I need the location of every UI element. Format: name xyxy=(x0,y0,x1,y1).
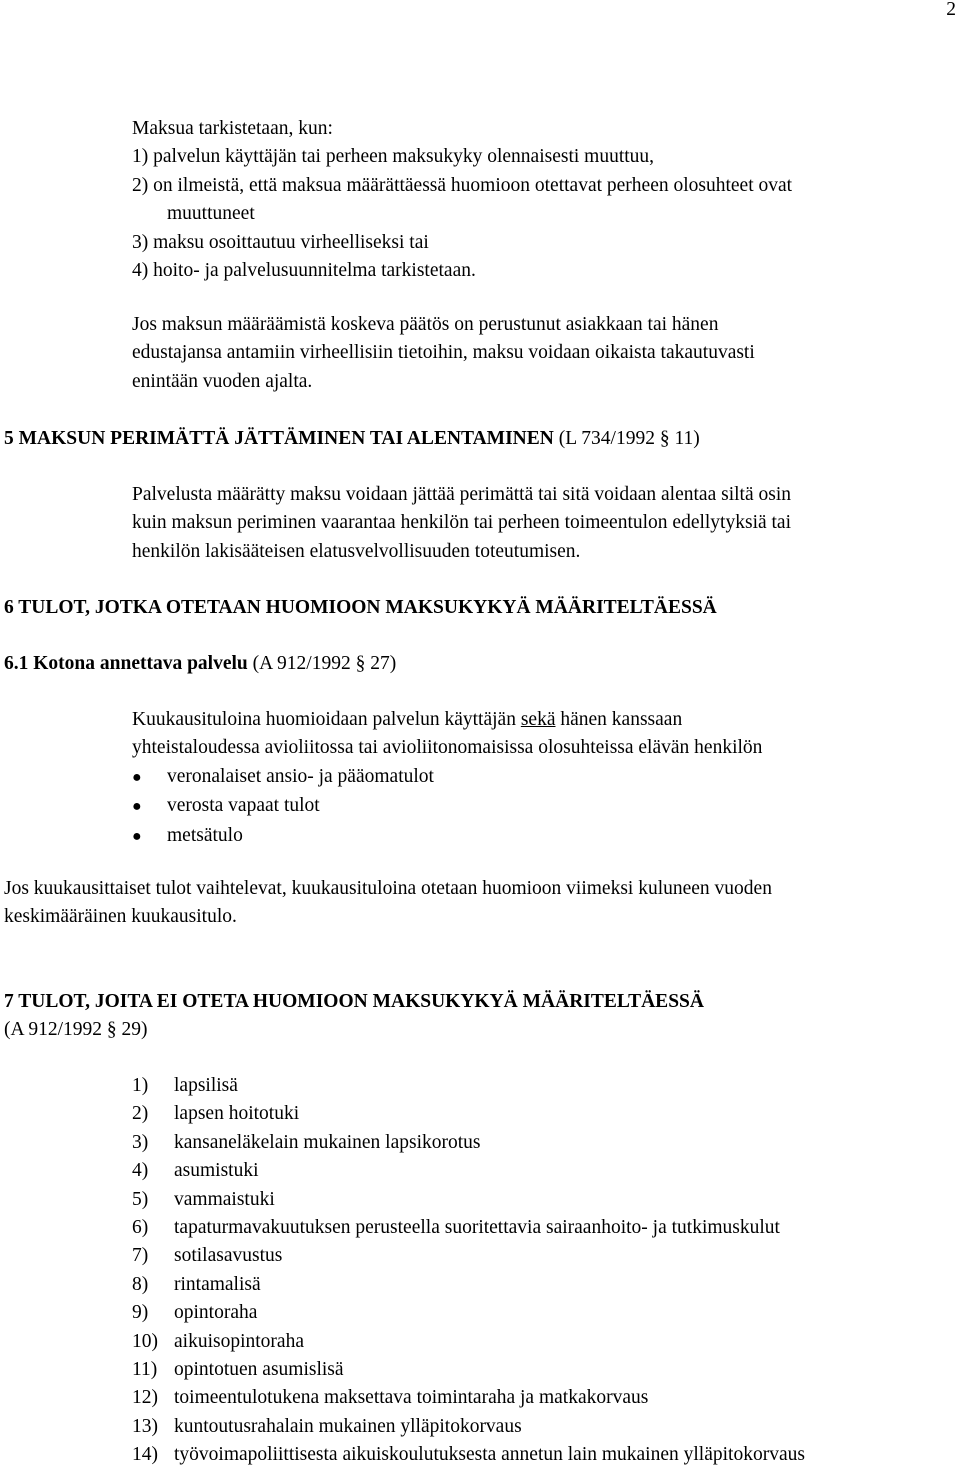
item-text: rintamalisä xyxy=(174,1273,261,1295)
item-number: 3) xyxy=(132,1131,149,1153)
paragraph-line: enintään vuoden ajalta. xyxy=(132,370,313,392)
review-conditions-block xyxy=(132,115,792,285)
item-number: 9) xyxy=(132,1302,149,1324)
excluded-income-list xyxy=(132,1072,805,1470)
list-item xyxy=(132,1186,805,1214)
paragraph-line: henkilön lakisääteisen elatusvelvollisuuden toteutumisen. xyxy=(132,540,581,562)
text-span: Kuukausituloina huomioidaan palvelun käyttäjän xyxy=(132,709,516,730)
bullet-text: metsätulo xyxy=(167,824,243,846)
text-span: hänen kanssaan xyxy=(560,709,683,730)
review-item: 1) palvelun käyttäjän tai perheen maksukyky olennaisesti muuttuu, xyxy=(132,146,655,168)
paragraph-line: Jos maksun määräämistä koskeva päätös on perustunut asiakkaan tai hänen xyxy=(132,314,719,335)
underlined-word: sekä xyxy=(520,709,556,730)
section-6-1-heading xyxy=(4,650,396,678)
income-paragraph xyxy=(132,706,762,851)
paragraph-line: edustajansa antamiin virheellisiin tietoihin, maksu voidaan oikaista takautuvasti xyxy=(132,342,755,364)
section-5-paragraph xyxy=(132,481,791,566)
paragraph-line: keskimääräinen kuukausitulo. xyxy=(4,906,237,928)
review-item-continuation: muuttuneet xyxy=(167,203,255,225)
item-text: vammaistuki xyxy=(174,1188,275,1210)
paragraph-line: Jos kuukausittaiset tulot vaihtelevat, kuukausituloina otetaan huomioon viimeksi kuluneen vuoden xyxy=(4,878,772,899)
item-text: opintoraha xyxy=(174,1302,258,1324)
bullet-icon: ● xyxy=(132,768,142,786)
item-text: lapsilisä xyxy=(174,1075,238,1096)
legal-reference: (A 912/1992 § 27) xyxy=(252,653,397,674)
bullet-icon: ● xyxy=(132,798,142,816)
item-text: työvoimapoliittisesta aikuiskoulutuksesta annetun lain mukainen ylläpitokorvaus xyxy=(174,1444,805,1466)
subsection-heading-text: 6.1 Kotona annettava palvelu xyxy=(4,653,248,674)
list-item xyxy=(132,1384,805,1412)
section-7-heading xyxy=(4,988,704,1045)
bullet-item xyxy=(132,763,762,792)
item-text: kuntoutusrahalain mukainen ylläpitokorvaus xyxy=(174,1415,522,1437)
review-intro: Maksua tarkistetaan, kun: xyxy=(132,118,333,139)
review-item: 3) maksu osoittautuu virheelliseksi tai xyxy=(132,231,429,253)
item-number: 13) xyxy=(132,1415,158,1437)
item-text: tapaturmavakuutuksen perusteella suoritettavia sairaanhoito- ja tutkimuskulut xyxy=(174,1217,780,1239)
page-number: 2 xyxy=(946,0,956,20)
section-5-heading xyxy=(4,425,700,453)
legal-reference: (A 912/1992 § 29) xyxy=(4,1019,148,1041)
variable-income-note xyxy=(4,875,772,932)
item-number: 14) xyxy=(132,1444,158,1466)
paragraph-line: Palvelusta määrätty maksu voidaan jättää perimättä tai sitä voidaan alentaa siltä osin xyxy=(132,484,791,505)
item-number: 6) xyxy=(132,1217,149,1239)
item-text: toimeentulotukena maksettava toimintaraha ja matkakorvaus xyxy=(174,1387,649,1409)
item-number: 8) xyxy=(132,1273,149,1295)
list-item xyxy=(132,1100,805,1128)
list-item xyxy=(132,1242,805,1270)
bullet-item xyxy=(132,792,762,821)
item-number: 12) xyxy=(132,1387,158,1409)
list-item xyxy=(132,1271,805,1299)
list-item xyxy=(132,1157,805,1185)
list-item xyxy=(132,1328,805,1356)
item-text: opintotuen asumislisä xyxy=(174,1359,344,1381)
item-number: 2) xyxy=(132,1103,149,1125)
item-text: lapsen hoitotuki xyxy=(174,1103,300,1125)
section-6-heading: 6 TULOT, JOTKA OTETAAN HUOMIOON MAKSUKYKYÄ MÄÄRITELTÄESSÄ xyxy=(4,597,717,618)
item-number: 5) xyxy=(132,1188,149,1210)
list-item xyxy=(132,1299,805,1327)
section-heading-text: 5 MAKSUN PERIMÄTTÄ JÄTTÄMINEN TAI ALENTAMINEN xyxy=(4,428,554,449)
list-item xyxy=(132,1356,805,1384)
correction-paragraph xyxy=(132,311,755,396)
review-item: 2) on ilmeistä, että maksua määrättäessä huomioon otettavat perheen olosuhteet ovat xyxy=(132,174,793,196)
item-text: sotilasavustus xyxy=(174,1245,283,1267)
list-item xyxy=(132,1072,805,1100)
item-number: 1) xyxy=(132,1075,149,1096)
bullet-icon: ● xyxy=(132,827,142,845)
legal-reference: (L 734/1992 § 11) xyxy=(558,428,700,449)
paragraph-line xyxy=(132,706,762,734)
bullet-text: verosta vapaat tulot xyxy=(167,795,320,817)
item-number: 4) xyxy=(132,1160,149,1182)
paragraph-line: kuin maksun periminen vaarantaa henkilön tai perheen toimeentulon edellytyksiä tai xyxy=(132,512,792,534)
bullet-text: veronalaiset ansio- ja pääomatulot xyxy=(167,765,434,787)
item-text: asumistuki xyxy=(174,1160,259,1182)
bullet-item xyxy=(132,822,762,851)
item-number: 10) xyxy=(132,1330,158,1352)
item-number: 7) xyxy=(132,1245,149,1267)
list-item xyxy=(132,1413,805,1441)
section-heading-text: 7 TULOT, JOITA EI OTETA HUOMIOON MAKSUKYKYÄ MÄÄRITELTÄESSÄ xyxy=(4,991,704,1012)
list-item xyxy=(132,1214,805,1242)
review-item: 4) hoito- ja palvelusuunnitelma tarkistetaan. xyxy=(132,260,476,282)
item-number: 11) xyxy=(132,1359,158,1381)
item-text: aikuisopintoraha xyxy=(174,1330,304,1352)
paragraph-line: yhteistaloudessa avioliitossa tai avioliitonomaisissa olosuhteissa elävän henkilön xyxy=(132,737,763,759)
item-text: kansaneläkelain mukainen lapsikorotus xyxy=(174,1131,481,1153)
list-item xyxy=(132,1441,805,1469)
list-item xyxy=(132,1129,805,1157)
